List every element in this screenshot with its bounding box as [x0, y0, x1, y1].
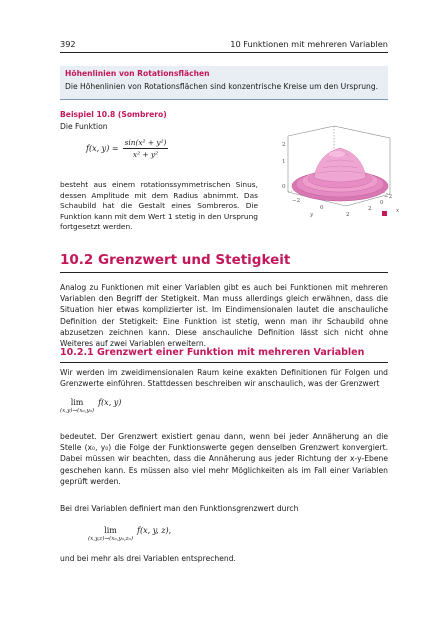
z-tick: 2 — [282, 142, 286, 148]
lim-subscript: (x,y,z)→(x₀,y₀,z₀) — [88, 536, 134, 542]
page-number: 392 — [60, 39, 76, 49]
subsection-paragraph-3: Bei drei Variablen definiert man den Funktionsgrenzwert durch — [60, 504, 299, 513]
sombrero-formula — [86, 138, 168, 159]
limit-formula-2d — [60, 398, 121, 414]
end-of-example-marker — [382, 211, 387, 216]
z-tick: 1 — [282, 159, 286, 165]
example-title: Beispiel 10.8 (Sombrero) — [60, 110, 167, 119]
formula-denominator: x² + y² — [132, 150, 159, 159]
subsection-rule — [60, 362, 388, 363]
chapter-title: 10 Funktionen mit mehreren Variablen — [230, 39, 388, 49]
box-text: Die Höhenlinien von Rotationsflächen sind konzentrische Kreise um den Ursprung. — [65, 82, 379, 91]
example-text: besteht aus einem rotationssymmetrischen Sinus, dessen Amplitude mit dem Radius abnimmt. Das Schaubild hat die Gestalt eines Sombreros. Die Funktion kann mit dem Wert 1 stetig in den Ursprung fortgesetzt werden. — [60, 180, 258, 231]
y-tick: 0 — [320, 205, 324, 211]
y-axis-label: y — [310, 212, 314, 218]
limit-formula-3d — [88, 526, 171, 542]
y-tick: 2 — [346, 212, 350, 218]
page-header — [60, 39, 388, 53]
x-tick: 0 — [380, 200, 384, 206]
lim-expression: f(x, y) — [98, 398, 122, 407]
lim-subscript: (x,y)→(x₀,y₀) — [60, 408, 95, 414]
section-rule — [60, 272, 388, 273]
x-axis-label: x — [396, 208, 400, 214]
sombrero-surface — [292, 148, 388, 201]
lim-expression: f(x, y, z), — [137, 526, 172, 535]
example-lead: Die Funktion — [60, 122, 108, 131]
limit-operator — [88, 526, 133, 542]
z-tick: 0 — [282, 184, 286, 190]
box-title: Höhenlinien von Rotationsflächen — [65, 69, 210, 78]
formula-fraction — [123, 138, 169, 159]
x-tick: −2 — [384, 194, 393, 200]
section-heading: 10.2 Grenzwert und Stetigkeit — [60, 252, 291, 268]
limit-operator — [60, 398, 94, 414]
subsection-paragraph-2: bedeutet. Der Grenzwert existiert genau dann, wenn bei jeder Annäherung an die Stelle (x₀, y₀) die Folge der Funktionswerte gegen denselben Grenzwert konvergiert. Dabei müssen wir beachten, dass die Annäherung aus jeder Richtung der x-y-Ebene geschehen kann. Es müssen also viel mehr Möglichkeiten als im Fall einer Variablen geprüft werden. — [60, 432, 388, 486]
formula-lhs: f(x, y) = — [86, 144, 119, 153]
lim-word: lim — [104, 526, 117, 535]
definition-box — [60, 66, 388, 100]
lim-word: lim — [70, 398, 84, 407]
x-tick: 2 — [368, 206, 372, 212]
formula-numerator: sin(x² + y²) — [124, 138, 167, 147]
subsection-paragraph-4: und bei mehr als drei Variablen entsprechend. — [60, 554, 236, 563]
y-tick: −2 — [292, 198, 301, 204]
subsection-paragraph-1: Wir werden im zweidimensionalen Raum keine exakten Definitionen für Folgen und Grenzwerte einführen. Stattdessen beschreiben wir anschaulich, was der Grenzwert — [60, 368, 388, 389]
section-paragraph: Analog zu Funktionen mit einer Variablen gibt es auch bei Funktionen mit mehreren Variablen den Begriff der Stetigkeit. Man muss allerdings gleich erwähnen, dass die Situation hier etwas komplizierter ist. Im Eindimensionalen lautet die anschauliche Definition der Stetigkeit: Eine Funktion ist stetig, wenn man ihr Schaubild ohne abzusetzen zeichnen kann. Diese anschauliche Definition lässt sich nicht ohne Weiteres auf zwei Variablen erweitern. — [60, 283, 388, 349]
subsection-heading: 10.2.1 Grenzwert einer Funktion mit mehreren Variablen — [60, 347, 365, 358]
